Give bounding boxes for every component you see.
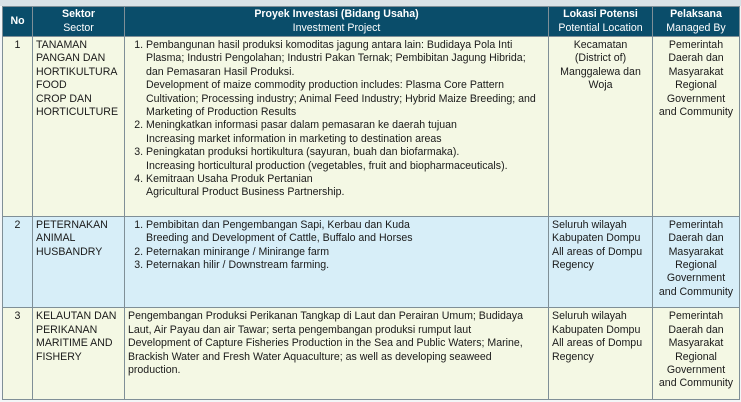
location-cell: Seluruh wilayah Kabupaten Dompu All areas of Dompu Regency: [549, 216, 653, 308]
header-sector: Sektor Sector: [33, 7, 125, 37]
header-row: [3, 7, 740, 37]
table-row: [3, 216, 740, 308]
sector-cell: PETERNAKAN ANIMAL HUSBANDRY: [33, 216, 125, 308]
row-number: 3: [3, 308, 33, 400]
list-item: 2. Peternakan minirange / Minirange farm: [146, 246, 545, 259]
project-text-id: Pengembangan Produksi Perikanan Tangkap di Laut dan Perairan Umum; Budidaya Laut, Air Payau dan air Tawar; serta pengembangan produksi rumput laut: [128, 310, 523, 336]
header-manager: Pelaksana Managed By: [653, 7, 740, 37]
location-cell: Kecamatan (District of) Manggalewa dan Woja: [549, 37, 653, 217]
project-cell: [125, 308, 549, 400]
row-number: 1: [3, 37, 33, 217]
manager-cell: Pemerintah Daerah dan Masyarakat Regional Government and Community: [653, 216, 740, 308]
investment-table: [2, 6, 740, 400]
manager-cell: Pemerintah Daerah dan Masyarakat Regional Government and Community: [653, 37, 740, 217]
header-no: No: [3, 7, 33, 37]
table-row: [3, 308, 740, 400]
manager-cell: Pemerintah Daerah dan Masyarakat Regional Government and Community: [653, 308, 740, 400]
list-item: 1. Pembangunan hasil produksi komoditas jagung antara lain: Budidaya Pola Inti Plasma; Industri Pengolahan; Industri Pakan Ternak; Pembibitan Jagung Hibrida; dan Pemasaran Hasil Produksi. Development of maize commodity production includes: Plasma Core Pattern Cultivation; Processing industry; Animal Feed Industry; Hybrid Maize Breeding; and Marketing of Production Results: [146, 39, 545, 119]
list-item: 1. Pembibitan dan Pengembangan Sapi, Kerbau dan Kuda Breeding and Development of Cattle, Buffalo and Horses: [146, 219, 545, 246]
list-item: 2. Meningkatkan informasi pasar dalam pemasaran ke daerah tujuan Increasing market information in marketing to destination areas: [146, 119, 545, 146]
header-location: Lokasi Potensi Potential Location: [549, 7, 653, 37]
location-cell: Seluruh wilayah Kabupaten Dompu All areas of Dompu Regency: [549, 308, 653, 400]
project-list: [128, 219, 545, 273]
project-text-en: Development of Capture Fisheries Production in the Sea and Public Waters; Marine, Brackish Water and Fresh Water Aquaculture; as well as developing seaweed production.: [128, 337, 523, 377]
list-item: 3. Peternakan hilir / Downstream farming.: [146, 259, 545, 272]
project-list: [128, 39, 545, 200]
project-cell: [125, 37, 549, 217]
list-item: 3. Peningkatan produksi hortikultura (sayuran, buah dan biofarmaka). Increasing horticultural production (vegetables, fruit and biopharmaceuticals).: [146, 146, 545, 173]
table-row: [3, 37, 740, 217]
sector-cell: TANAMAN PANGAN DAN HORTIKULTURA FOOD CROP DAN HORTICULTURE: [33, 37, 125, 217]
sector-cell: KELAUTAN DAN PERIKANAN MARITIME AND FISHERY: [33, 308, 125, 400]
row-number: 2: [3, 216, 33, 308]
list-item: 4. Kemitraan Usaha Produk Pertanian Agricultural Product Business Partnership.: [146, 173, 545, 200]
project-cell: [125, 216, 549, 308]
header-project: Proyek Investasi (Bidang Usaha) Investment Project: [125, 7, 549, 37]
